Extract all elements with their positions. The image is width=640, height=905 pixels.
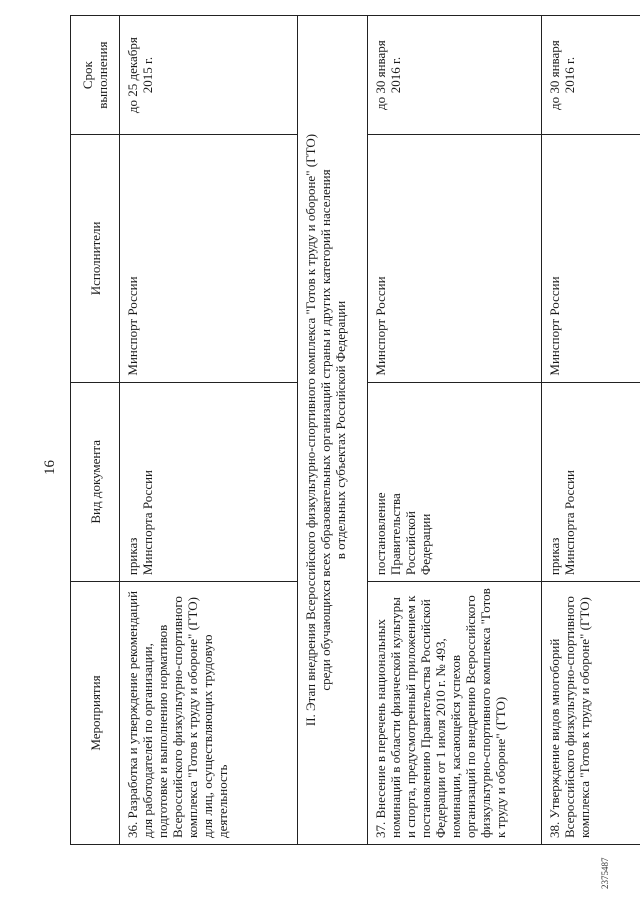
- deadline-cell: до 30 января 2016 г.: [542, 16, 640, 135]
- doc-type-cell: приказ Минспорта России: [542, 382, 640, 581]
- table-row: [120, 16, 298, 845]
- table-header-row: [71, 16, 120, 845]
- event-cell: 38. Утверждение видов многоборий Всероссийского физкультурно-спортивного комплекса "Готов к труду и обороне" (ГТО): [542, 582, 640, 845]
- header-executors: Исполнители: [71, 135, 120, 382]
- document-id: 2375487: [600, 857, 610, 889]
- executor-cell: Минспорт России: [368, 135, 542, 382]
- table-row: [368, 16, 542, 845]
- doc-type-cell: приказ Минспорта России: [120, 382, 298, 581]
- executor-cell: Минспорт России: [120, 135, 298, 382]
- events-table: [70, 15, 640, 845]
- event-cell: 36. Разработка и утверждение рекомендаций для работодателей по организации, подготовке и выполнению нормативов Всероссийского физкультурно-спортивного комплекса "Готов к труду и обороне" (ГТО) для лиц, осуществляющих трудовую деятельность: [120, 582, 298, 845]
- header-events: Мероприятия: [71, 582, 120, 845]
- header-deadline: Срок выполнения: [71, 16, 120, 135]
- section-heading: II. Этап внедрения Всероссийского физкультурно-спортивного комплекса "Готов к труду и обороне" (ГТО) среди обучающихся всех образовательных организаций страны и других категорий населения в отдельных субъектах Российской Федерации: [298, 16, 368, 845]
- event-cell: 37. Внесение в перечень национальных номинаций в области физической культуры и спорта, предусмотренный приложением к постановлению Правительства Российской Федерации от 1 июля 2010 г. № 493, номинации, касающейся успехов организаций по внедрению Всероссийского физкультурно-спортивного комплекса "Готов к труду и обороне" (ГТО): [368, 582, 542, 845]
- deadline-cell: до 30 января 2016 г.: [368, 16, 542, 135]
- section-row: [298, 16, 368, 845]
- table-row: [542, 16, 640, 845]
- doc-type-cell: постановление Правительства Российской Федерации: [368, 382, 542, 581]
- page-number: 16: [42, 460, 58, 475]
- header-doc-type: Вид документа: [71, 382, 120, 581]
- deadline-cell: до 25 декабря 2015 г.: [120, 16, 298, 135]
- executor-cell: Минспорт России: [542, 135, 640, 382]
